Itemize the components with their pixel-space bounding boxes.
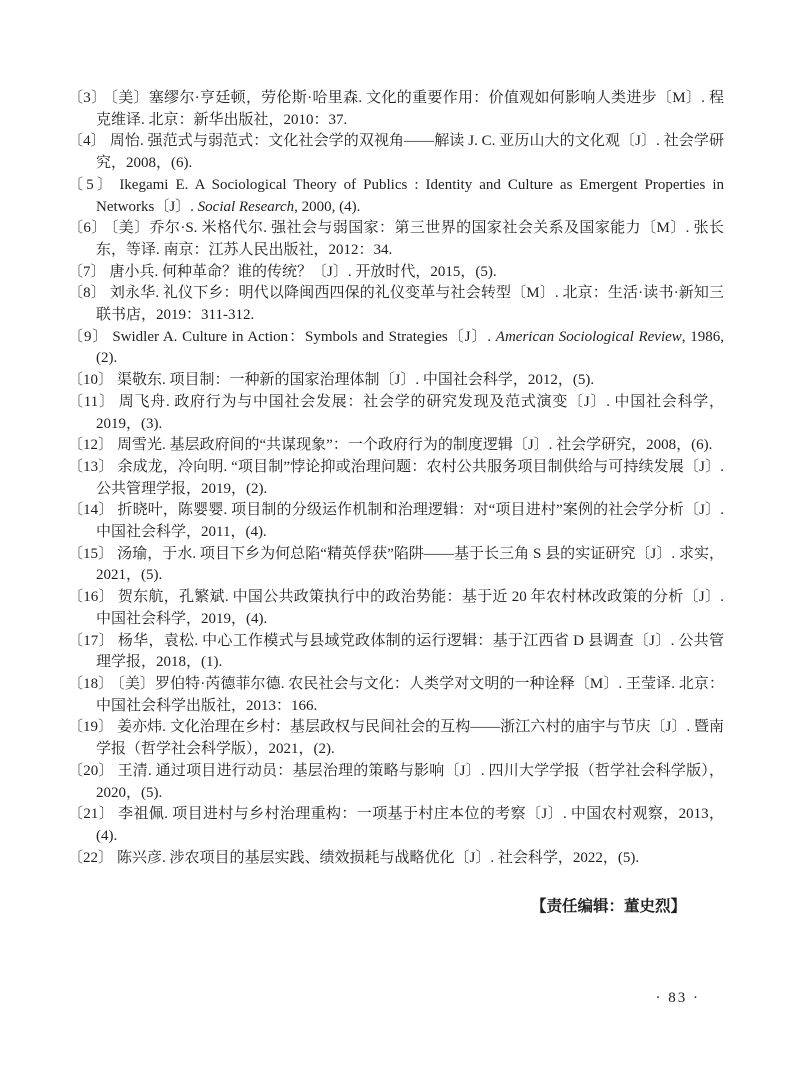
reference-item [68, 761, 724, 804]
reference-text: , 1986, (2). [96, 328, 724, 367]
reference-item [68, 587, 724, 630]
reference-item [68, 674, 724, 717]
reference-item [68, 631, 724, 674]
reference-number: 〔9〕 [68, 328, 109, 345]
reference-number: 〔12〕 [68, 437, 114, 454]
reference-text: 周雪光. 基层政府间的“共谋现象”：一个政府行为的制度逻辑〔J〕. 社会学研究，2008，(6). [117, 437, 713, 454]
editor-note [68, 896, 724, 918]
reference-number: 〔6〕 [68, 220, 107, 237]
journal-title: Social Research [197, 198, 295, 215]
reference-text: 〔美〕罗伯特·芮德菲尔德. 农民社会与文化：人类学对文明的一种诠释〔M〕. 王莹译. 北京：中国社会科学出版社，2013：166. [96, 675, 724, 714]
reference-item [68, 457, 724, 500]
reference-item [68, 327, 724, 370]
reference-number: 〔17〕 [68, 632, 114, 649]
reference-item [68, 218, 724, 261]
reference-text: 姜亦炜. 文化治理在乡村：基层政权与民间社会的互构——浙江六村的庙宇与节庆〔J〕. 暨南学报（哲学社会科学版），2021，(2). [96, 719, 724, 758]
reference-item [68, 262, 724, 284]
reference-text: Swidler A. Culture in Action：Symbols and Strategies〔J〕. [112, 328, 496, 345]
reference-number: 〔22〕 [68, 849, 114, 866]
reference-number: 〔13〕 [68, 458, 114, 475]
reference-item [68, 131, 724, 174]
reference-number: 〔8〕 [68, 285, 106, 302]
reference-item [68, 717, 724, 760]
page-number: · 83 · [655, 990, 700, 1006]
reference-text: 唐小兵. 何种革命？谁的传统？〔J〕. 开放时代，2015，(5). [109, 263, 497, 280]
reference-number: 〔3〕 [68, 90, 107, 106]
reference-text: 周飞舟. 政府行为与中国社会发展：社会学的研究发现及范式演变〔J〕. 中国社会科学，2019，(3). [96, 393, 724, 432]
reference-number: 〔18〕 [68, 675, 114, 692]
reference-text: 〔美〕乔尔·S. 米格代尔. 强社会与弱国家：第三世界的国家社会关系及国家能力〔M〕. 张长东，等译. 南京：江苏人民出版社，2012：34. [96, 220, 724, 258]
reference-text: 折晓叶，陈婴婴. 项目制的分级运作机制和治理逻辑：对“项目进村”案例的社会学分析〔J〕. 中国社会科学，2011，(4). [96, 502, 724, 541]
journal-title: American Sociological Review [495, 328, 682, 345]
reference-list [68, 88, 724, 869]
reference-text: 汤瑜，于水. 项目下乡为何总陷“精英俘获”陷阱——基于长三角 S 县的实证研究〔J〕. 求实，2021，(5). [96, 545, 724, 584]
reference-number: 〔11〕 [68, 393, 115, 410]
reference-text: 贺东航，孔繁斌. 中国公共政策执行中的政治势能：基于近 20 年农村林改政策的分析〔J〕. 中国社会科学，2019，(4). [96, 589, 724, 627]
reference-text: 余成龙，冷向明. “项目制”悖论抑或治理问题：农村公共服务项目制供给与可持续发展〔J〕. 公共管理学报，2019，(2). [96, 458, 724, 497]
reference-number: 〔7〕 [68, 263, 106, 280]
reference-number: 〔16〕 [68, 589, 114, 606]
reference-text: , 2000, (4). [294, 198, 361, 215]
reference-number: 〔20〕 [68, 762, 114, 779]
reference-text: 陈兴彦. 涉农项目的基层实践、绩效损耗与战略优化〔J〕. 社会科学，2022，(5). [117, 849, 640, 866]
reference-number: 〔5〕 [68, 176, 116, 193]
reference-number: 〔10〕 [68, 372, 114, 389]
reference-item [68, 544, 724, 587]
reference-number: 〔21〕 [68, 806, 115, 823]
reference-item [68, 88, 724, 131]
reference-text: 李祖佩. 项目进村与乡村治理重构：一项基于村庄本位的考察〔J〕. 中国农村观察，2013，(4). [96, 806, 724, 844]
reference-number: 〔4〕 [68, 133, 106, 150]
reference-text: 杨华，袁松. 中心工作模式与县域党政体制的运行逻辑：基于江西省 D 县调查〔J〕. 公共管理学报，2018，(1). [96, 632, 724, 671]
reference-item [68, 392, 724, 435]
reference-item [68, 435, 724, 457]
references-section [68, 88, 724, 918]
reference-text: Ikegami E. A Sociological Theory of Publics : Identity and Culture as Emergent Properties in Networks〔J〕. [96, 176, 724, 215]
reference-item [68, 500, 724, 543]
reference-text: 刘永华. 礼仪下乡：明代以降闽西四保的礼仪变革与社会转型〔M〕. 北京：生活·读书·新知三联书店，2019：311-312. [96, 285, 724, 324]
reference-text: 王清. 通过项目进行动员：基层治理的策略与影响〔J〕. 四川大学学报（哲学社会科学版），2020，(5). [96, 762, 724, 801]
reference-number: 〔14〕 [68, 502, 114, 519]
editor-note-text: 【责任编辑：董史烈】 [530, 898, 686, 916]
reference-text: 渠敬东. 项目制：一种新的国家治理体制〔J〕. 中国社会科学，2012，(5). [117, 372, 595, 389]
reference-item [68, 283, 724, 326]
reference-item [68, 370, 724, 392]
reference-item [68, 848, 724, 870]
reference-text: 〔美〕塞缪尔·亨廷顿，劳伦斯·哈里森. 文化的重要作用：价值观如何影响人类进步〔M〕. 程克维译. 北京：新华出版社，2010：37. [96, 90, 724, 128]
reference-text: 周怡. 强范式与弱范式：文化社会学的双视角——解读 J. C. 亚历山大的文化观〔J〕. 社会学研究，2008，(6). [96, 133, 724, 172]
reference-number: 〔19〕 [68, 719, 114, 736]
reference-number: 〔15〕 [68, 545, 114, 562]
reference-item [68, 804, 724, 847]
reference-item [68, 175, 724, 218]
